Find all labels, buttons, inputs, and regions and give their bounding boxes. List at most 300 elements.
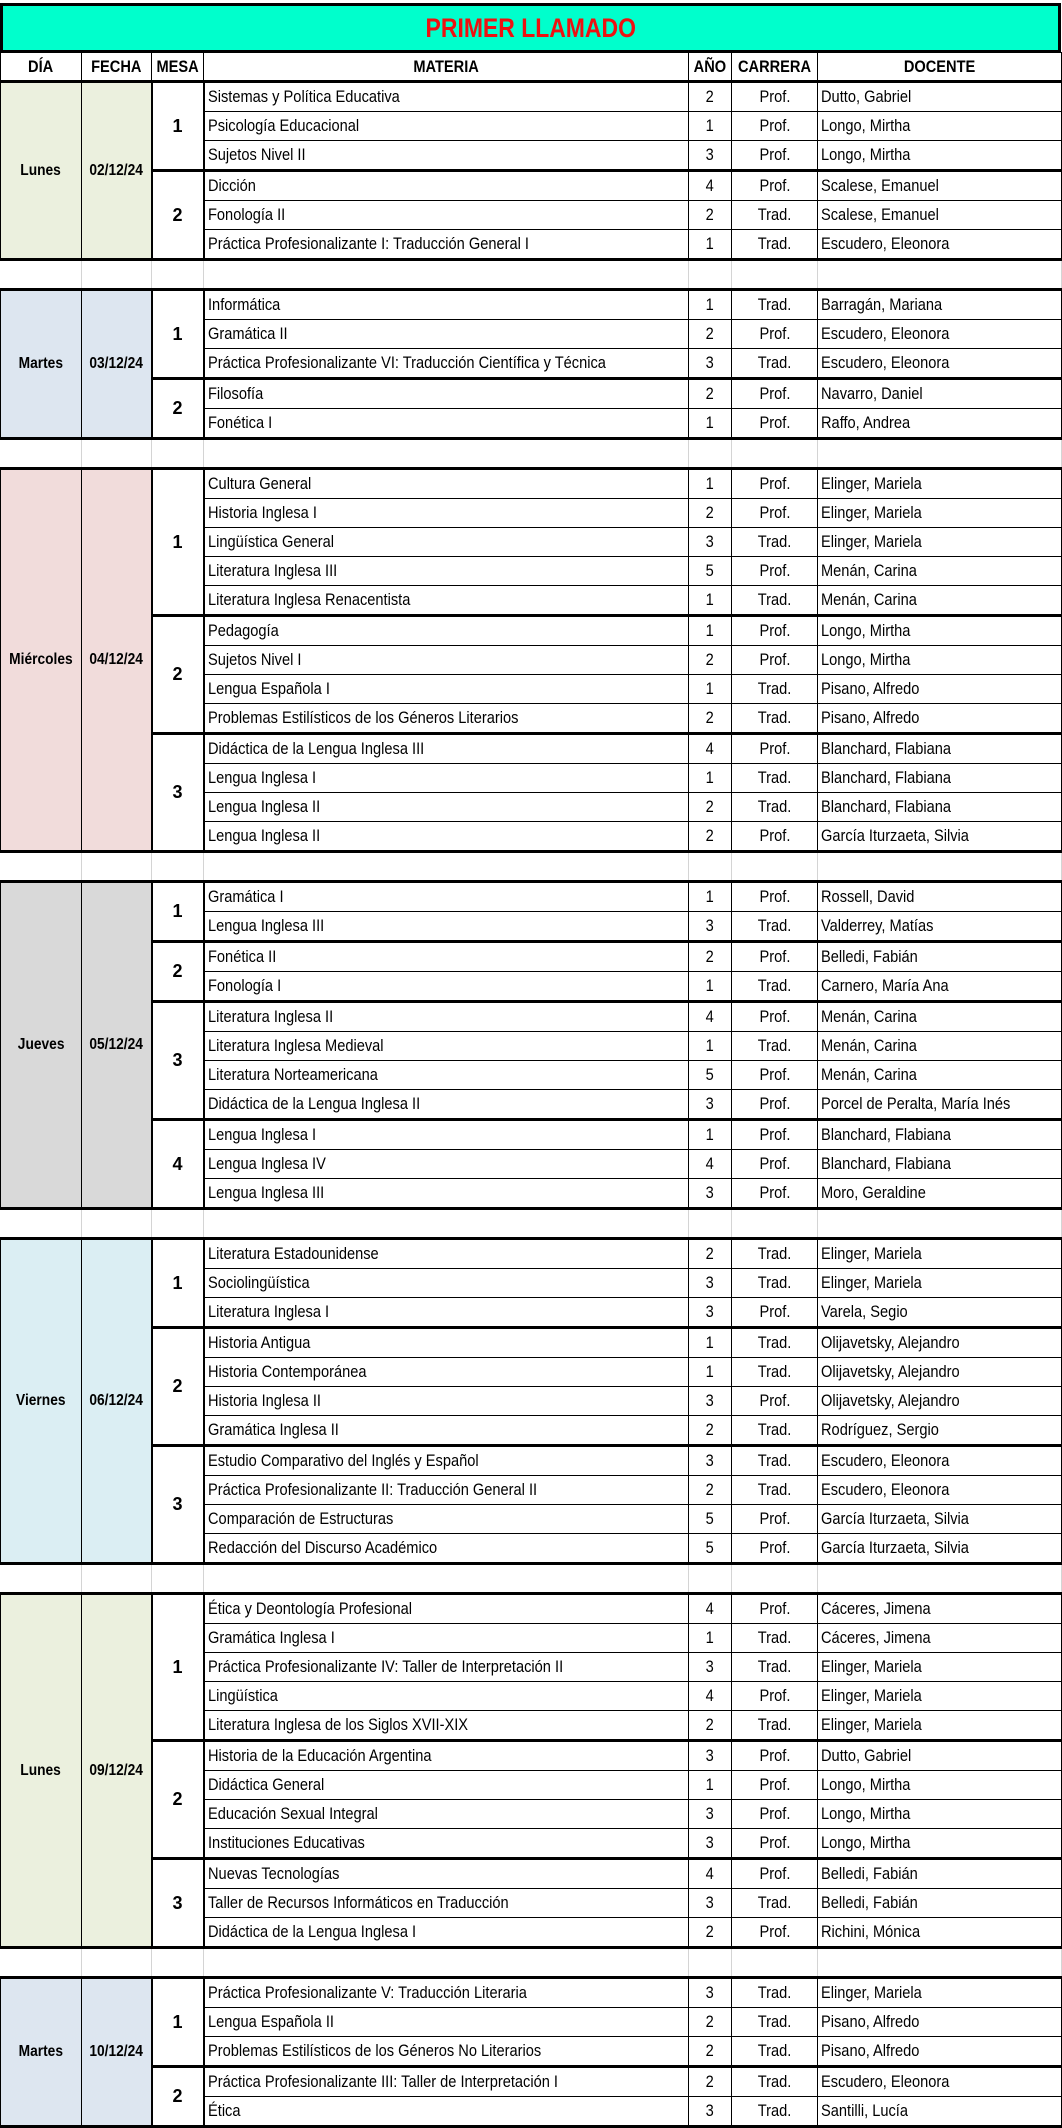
mesa-cell: 3 <box>152 1859 204 1948</box>
mesa-cell: 1 <box>152 290 204 379</box>
materia-cell: Informática <box>204 290 689 320</box>
materia-cell: Comparación de Estructuras <box>204 1505 689 1534</box>
day-cell: Miércoles <box>1 469 82 852</box>
header-mesa: MESA <box>152 53 204 82</box>
ano-cell: 3 <box>689 1090 732 1120</box>
table-row <box>1 734 1062 764</box>
carrera-cell: Trad. <box>732 764 818 793</box>
docente-cell: Porcel de Peralta, María Inés <box>818 1090 1062 1120</box>
materia-cell: Lengua Inglesa III <box>204 912 689 942</box>
date-cell: 06/12/24 <box>82 1239 152 1564</box>
materia-cell: Práctica Profesionalizante II: Traducción General II <box>204 1476 689 1505</box>
docente-cell: Escudero, Eleonora <box>818 230 1062 260</box>
carrera-cell: Prof. <box>732 1298 818 1328</box>
empty-cell <box>1 1209 82 1239</box>
ano-cell: 3 <box>689 1653 732 1682</box>
materia-cell: Educación Sexual Integral <box>204 1800 689 1829</box>
empty-cell <box>204 260 689 290</box>
docente-cell: Moro, Geraldine <box>818 1179 1062 1209</box>
docente-cell: Escudero, Eleonora <box>818 2067 1062 2097</box>
materia-cell: Lengua Inglesa III <box>204 1179 689 1209</box>
mesa-cell: 2 <box>152 2067 204 2127</box>
ano-cell: 1 <box>689 1032 732 1061</box>
empty-cell <box>818 439 1062 469</box>
docente-cell: Belledi, Fabián <box>818 1889 1062 1918</box>
carrera-cell: Trad. <box>732 349 818 379</box>
docente-cell: Carnero, María Ana <box>818 972 1062 1002</box>
date-cell: 05/12/24 <box>82 882 152 1209</box>
carrera-cell: Trad. <box>732 586 818 616</box>
carrera-cell: Prof. <box>732 1918 818 1948</box>
empty-cell <box>732 1209 818 1239</box>
materia-cell: Fonología II <box>204 201 689 230</box>
carrera-cell: Prof. <box>732 1061 818 1090</box>
materia-cell: Gramática Inglesa II <box>204 1416 689 1446</box>
ano-cell: 2 <box>689 201 732 230</box>
materia-cell: Psicología Educacional <box>204 112 689 141</box>
empty-cell <box>82 1948 152 1978</box>
docente-cell: Elinger, Mariela <box>818 528 1062 557</box>
docente-cell: Escudero, Eleonora <box>818 1476 1062 1505</box>
materia-cell: Literatura Inglesa I <box>204 1298 689 1328</box>
materia-cell: Cultura General <box>204 469 689 499</box>
mesa-cell: 2 <box>152 616 204 734</box>
carrera-cell: Prof. <box>732 320 818 349</box>
docente-cell: Santilli, Lucía <box>818 2097 1062 2127</box>
ano-cell: 2 <box>689 2008 732 2037</box>
empty-cell <box>1 852 82 882</box>
materia-cell: Didáctica General <box>204 1771 689 1800</box>
carrera-cell: Prof. <box>732 1741 818 1771</box>
empty-cell <box>732 439 818 469</box>
empty-cell <box>689 1209 732 1239</box>
ano-cell: 3 <box>689 1889 732 1918</box>
carrera-cell: Prof. <box>732 942 818 972</box>
table-row <box>1 1328 1062 1358</box>
date-cell: 09/12/24 <box>82 1594 152 1948</box>
materia-cell: Literatura Norteamericana <box>204 1061 689 1090</box>
docente-cell: García Iturzaeta, Silvia <box>818 822 1062 852</box>
docente-cell: Dutto, Gabriel <box>818 82 1062 112</box>
table-row <box>1 942 1062 972</box>
ano-cell: 2 <box>689 1239 732 1269</box>
docente-cell: Longo, Mirtha <box>818 1800 1062 1829</box>
carrera-cell: Prof. <box>732 1002 818 1032</box>
ano-cell: 1 <box>689 972 732 1002</box>
ano-cell: 2 <box>689 1711 732 1741</box>
materia-cell: Lingüística General <box>204 528 689 557</box>
empty-cell <box>689 1564 732 1594</box>
ano-cell: 1 <box>689 764 732 793</box>
table-row <box>1 1594 1062 1624</box>
schedule-table <box>0 52 1062 2128</box>
materia-cell: Lengua Inglesa II <box>204 822 689 852</box>
carrera-cell: Trad. <box>732 1269 818 1298</box>
ano-cell: 5 <box>689 1061 732 1090</box>
materia-cell: Fonética I <box>204 409 689 439</box>
materia-cell: Didáctica de la Lengua Inglesa III <box>204 734 689 764</box>
ano-cell: 4 <box>689 1682 732 1711</box>
docente-cell: Pisano, Alfredo <box>818 704 1062 734</box>
carrera-cell: Prof. <box>732 1594 818 1624</box>
ano-cell: 1 <box>689 290 732 320</box>
empty-cell <box>818 852 1062 882</box>
mesa-cell: 4 <box>152 1120 204 1209</box>
carrera-cell: Trad. <box>732 2037 818 2067</box>
table-row <box>1 469 1062 499</box>
spacer-row <box>1 1948 1062 1978</box>
table-row <box>1 1446 1062 1476</box>
docente-cell: Longo, Mirtha <box>818 616 1062 646</box>
spacer-row <box>1 260 1062 290</box>
date-cell: 10/12/24 <box>82 1978 152 2127</box>
ano-cell: 4 <box>689 1150 732 1179</box>
empty-cell <box>204 1209 689 1239</box>
materia-cell: Práctica Profesionalizante III: Taller de Interpretación I <box>204 2067 689 2097</box>
docente-cell: Blanchard, Flabiana <box>818 734 1062 764</box>
docente-cell: Longo, Mirtha <box>818 1771 1062 1800</box>
empty-cell <box>689 260 732 290</box>
materia-cell: Lengua Española II <box>204 2008 689 2037</box>
carrera-cell: Trad. <box>732 1624 818 1653</box>
docente-cell: Longo, Mirtha <box>818 646 1062 675</box>
materia-cell: Gramática Inglesa I <box>204 1624 689 1653</box>
docente-cell: Rodríguez, Sergio <box>818 1416 1062 1446</box>
table-row <box>1 1978 1062 2008</box>
day-cell: Lunes <box>1 82 82 260</box>
docente-cell: Richini, Mónica <box>818 1918 1062 1948</box>
materia-cell: Historia Antigua <box>204 1328 689 1358</box>
day-cell: Martes <box>1 290 82 439</box>
materia-cell: Lengua Inglesa I <box>204 1120 689 1150</box>
materia-cell: Fonética II <box>204 942 689 972</box>
docente-cell: Olijavetsky, Alejandro <box>818 1328 1062 1358</box>
carrera-cell: Trad. <box>732 528 818 557</box>
docente-cell: Escudero, Eleonora <box>818 1446 1062 1476</box>
ano-cell: 1 <box>689 409 732 439</box>
carrera-cell: Prof. <box>732 141 818 171</box>
table-row <box>1 171 1062 201</box>
carrera-cell: Trad. <box>732 2097 818 2127</box>
header-carrera: CARRERA <box>732 53 818 82</box>
docente-cell: Escudero, Eleonora <box>818 320 1062 349</box>
page-title: PRIMER LLAMADO <box>425 12 636 43</box>
ano-cell: 1 <box>689 112 732 141</box>
materia-cell: Pedagogía <box>204 616 689 646</box>
mesa-cell: 2 <box>152 171 204 260</box>
empty-cell <box>1 260 82 290</box>
materia-cell: Ética y Deontología Profesional <box>204 1594 689 1624</box>
carrera-cell: Prof. <box>732 499 818 528</box>
materia-cell: Sujetos Nivel II <box>204 141 689 171</box>
carrera-cell: Prof. <box>732 1800 818 1829</box>
ano-cell: 2 <box>689 942 732 972</box>
carrera-cell: Prof. <box>732 409 818 439</box>
ano-cell: 3 <box>689 1800 732 1829</box>
empty-cell <box>204 852 689 882</box>
docente-cell: Escudero, Eleonora <box>818 349 1062 379</box>
carrera-cell: Trad. <box>732 1711 818 1741</box>
ano-cell: 3 <box>689 2097 732 2127</box>
ano-cell: 1 <box>689 616 732 646</box>
carrera-cell: Trad. <box>732 2067 818 2097</box>
materia-cell: Literatura Inglesa de los Siglos XVII-XIX <box>204 1711 689 1741</box>
carrera-cell: Prof. <box>732 734 818 764</box>
materia-cell: Lengua Inglesa I <box>204 764 689 793</box>
ano-cell: 2 <box>689 499 732 528</box>
materia-cell: Redacción del Discurso Académico <box>204 1534 689 1564</box>
ano-cell: 2 <box>689 2037 732 2067</box>
materia-cell: Sujetos Nivel I <box>204 646 689 675</box>
carrera-cell: Trad. <box>732 1653 818 1682</box>
carrera-cell: Prof. <box>732 379 818 409</box>
ano-cell: 3 <box>689 912 732 942</box>
ano-cell: 2 <box>689 646 732 675</box>
empty-cell <box>689 439 732 469</box>
ano-cell: 2 <box>689 2067 732 2097</box>
carrera-cell: Prof. <box>732 469 818 499</box>
materia-cell: Fonología I <box>204 972 689 1002</box>
schedule-body <box>1 82 1062 2127</box>
ano-cell: 3 <box>689 1269 732 1298</box>
docente-cell: Pisano, Alfredo <box>818 2008 1062 2037</box>
docente-cell: Raffo, Andrea <box>818 409 1062 439</box>
ano-cell: 2 <box>689 379 732 409</box>
empty-cell <box>818 260 1062 290</box>
ano-cell: 3 <box>689 141 732 171</box>
day-cell: Jueves <box>1 882 82 1209</box>
ano-cell: 4 <box>689 1002 732 1032</box>
docente-cell: Menán, Carina <box>818 557 1062 586</box>
docente-cell: Elinger, Mariela <box>818 1239 1062 1269</box>
empty-cell <box>152 1948 204 1978</box>
docente-cell: García Iturzaeta, Silvia <box>818 1534 1062 1564</box>
materia-cell: Historia Inglesa II <box>204 1387 689 1416</box>
docente-cell: Cáceres, Jimena <box>818 1594 1062 1624</box>
docente-cell: Elinger, Mariela <box>818 1682 1062 1711</box>
ano-cell: 2 <box>689 1416 732 1446</box>
carrera-cell: Prof. <box>732 1682 818 1711</box>
empty-cell <box>82 1564 152 1594</box>
carrera-cell: Trad. <box>732 1889 818 1918</box>
docente-cell: Blanchard, Flabiana <box>818 1120 1062 1150</box>
ano-cell: 1 <box>689 882 732 912</box>
materia-cell: Ética <box>204 2097 689 2127</box>
ano-cell: 3 <box>689 1829 732 1859</box>
materia-cell: Historia de la Educación Argentina <box>204 1741 689 1771</box>
materia-cell: Lengua Española I <box>204 675 689 704</box>
empty-cell <box>82 852 152 882</box>
carrera-cell: Prof. <box>732 112 818 141</box>
ano-cell: 1 <box>689 1328 732 1358</box>
ano-cell: 1 <box>689 1624 732 1653</box>
docente-cell: Cáceres, Jimena <box>818 1624 1062 1653</box>
spacer-row <box>1 1564 1062 1594</box>
empty-cell <box>82 1209 152 1239</box>
mesa-cell: 3 <box>152 734 204 852</box>
ano-cell: 4 <box>689 734 732 764</box>
materia-cell: Práctica Profesionalizante I: Traducción General I <box>204 230 689 260</box>
materia-cell: Gramática I <box>204 882 689 912</box>
carrera-cell: Trad. <box>732 972 818 1002</box>
header-dia: DÍA <box>1 53 82 82</box>
ano-cell: 1 <box>689 230 732 260</box>
ano-cell: 2 <box>689 1918 732 1948</box>
materia-cell: Literatura Inglesa II <box>204 1002 689 1032</box>
ano-cell: 3 <box>689 1978 732 2008</box>
mesa-cell: 2 <box>152 942 204 1002</box>
docente-cell: García Iturzaeta, Silvia <box>818 1505 1062 1534</box>
header-docente: DOCENTE <box>818 53 1062 82</box>
header-fecha: FECHA <box>82 53 152 82</box>
materia-cell: Práctica Profesionalizante V: Traducción Literaria <box>204 1978 689 2008</box>
docente-cell: Scalese, Emanuel <box>818 201 1062 230</box>
carrera-cell: Trad. <box>732 704 818 734</box>
materia-cell: Literatura Inglesa Medieval <box>204 1032 689 1061</box>
materia-cell: Literatura Estadounidense <box>204 1239 689 1269</box>
materia-cell: Nuevas Tecnologías <box>204 1859 689 1889</box>
carrera-cell: Trad. <box>732 1978 818 2008</box>
day-cell: Lunes <box>1 1594 82 1948</box>
ano-cell: 3 <box>689 1298 732 1328</box>
docente-cell: Longo, Mirtha <box>818 112 1062 141</box>
ano-cell: 1 <box>689 586 732 616</box>
header-row <box>1 53 1062 82</box>
carrera-cell: Prof. <box>732 1387 818 1416</box>
day-cell: Viernes <box>1 1239 82 1564</box>
docente-cell: Longo, Mirtha <box>818 141 1062 171</box>
docente-cell: Elinger, Mariela <box>818 1978 1062 2008</box>
materia-cell: Didáctica de la Lengua Inglesa II <box>204 1090 689 1120</box>
docente-cell: Longo, Mirtha <box>818 1829 1062 1859</box>
exam-schedule-sheet <box>0 3 1061 2128</box>
carrera-cell: Trad. <box>732 1416 818 1446</box>
header-ano: AÑO <box>689 53 732 82</box>
spacer-row <box>1 852 1062 882</box>
date-cell: 04/12/24 <box>82 469 152 852</box>
table-row <box>1 379 1062 409</box>
mesa-cell: 1 <box>152 1594 204 1741</box>
carrera-cell: Trad. <box>732 1239 818 1269</box>
materia-cell: Taller de Recursos Informáticos en Traducción <box>204 1889 689 1918</box>
materia-cell: Práctica Profesionalizante VI: Traducción Científica y Técnica <box>204 349 689 379</box>
docente-cell: Blanchard, Flabiana <box>818 764 1062 793</box>
date-cell: 02/12/24 <box>82 82 152 260</box>
materia-cell: Instituciones Educativas <box>204 1829 689 1859</box>
carrera-cell: Trad. <box>732 793 818 822</box>
mesa-cell: 1 <box>152 882 204 942</box>
carrera-cell: Trad. <box>732 1032 818 1061</box>
materia-cell: Lingüística <box>204 1682 689 1711</box>
docente-cell: Menán, Carina <box>818 1032 1062 1061</box>
materia-cell: Literatura Inglesa III <box>204 557 689 586</box>
day-cell: Martes <box>1 1978 82 2127</box>
docente-cell: Pisano, Alfredo <box>818 2037 1062 2067</box>
carrera-cell: Prof. <box>732 1771 818 1800</box>
ano-cell: 2 <box>689 793 732 822</box>
mesa-cell: 1 <box>152 82 204 171</box>
carrera-cell: Prof. <box>732 1505 818 1534</box>
mesa-cell: 1 <box>152 1239 204 1328</box>
docente-cell: Varela, Segio <box>818 1298 1062 1328</box>
empty-cell <box>689 1948 732 1978</box>
docente-cell: Navarro, Daniel <box>818 379 1062 409</box>
docente-cell: Pisano, Alfredo <box>818 675 1062 704</box>
materia-cell: Lengua Inglesa II <box>204 793 689 822</box>
carrera-cell: Prof. <box>732 646 818 675</box>
empty-cell <box>204 1948 689 1978</box>
mesa-cell: 3 <box>152 1446 204 1564</box>
materia-cell: Práctica Profesionalizante IV: Taller de Interpretación II <box>204 1653 689 1682</box>
mesa-cell: 1 <box>152 469 204 616</box>
ano-cell: 5 <box>689 1534 732 1564</box>
ano-cell: 3 <box>689 1741 732 1771</box>
materia-cell: Problemas Estilísticos de los Géneros Literarios <box>204 704 689 734</box>
docente-cell: Valderrey, Matías <box>818 912 1062 942</box>
empty-cell <box>204 1564 689 1594</box>
empty-cell <box>818 1948 1062 1978</box>
empty-cell <box>1 439 82 469</box>
empty-cell <box>1 1948 82 1978</box>
materia-cell: Dicción <box>204 171 689 201</box>
carrera-cell: Prof. <box>732 82 818 112</box>
ano-cell: 2 <box>689 82 732 112</box>
date-cell: 03/12/24 <box>82 290 152 439</box>
materia-cell: Historia Inglesa I <box>204 499 689 528</box>
ano-cell: 2 <box>689 320 732 349</box>
empty-cell <box>818 1564 1062 1594</box>
carrera-cell: Trad. <box>732 1446 818 1476</box>
carrera-cell: Prof. <box>732 1179 818 1209</box>
table-row <box>1 82 1062 112</box>
carrera-cell: Prof. <box>732 1090 818 1120</box>
ano-cell: 1 <box>689 675 732 704</box>
carrera-cell: Prof. <box>732 557 818 586</box>
ano-cell: 1 <box>689 1771 732 1800</box>
table-row <box>1 1741 1062 1771</box>
docente-cell: Elinger, Mariela <box>818 469 1062 499</box>
materia-cell: Didáctica de la Lengua Inglesa I <box>204 1918 689 1948</box>
docente-cell: Blanchard, Flabiana <box>818 1150 1062 1179</box>
docente-cell: Blanchard, Flabiana <box>818 793 1062 822</box>
carrera-cell: Prof. <box>732 1150 818 1179</box>
materia-cell: Problemas Estilísticos de los Géneros No Literarios <box>204 2037 689 2067</box>
carrera-cell: Trad. <box>732 1358 818 1387</box>
empty-cell <box>82 439 152 469</box>
ano-cell: 2 <box>689 1476 732 1505</box>
table-row <box>1 1239 1062 1269</box>
mesa-cell: 2 <box>152 379 204 439</box>
empty-cell <box>732 1948 818 1978</box>
docente-cell: Elinger, Mariela <box>818 1711 1062 1741</box>
table-row <box>1 2067 1062 2097</box>
carrera-cell: Prof. <box>732 1120 818 1150</box>
docente-cell: Elinger, Mariela <box>818 1269 1062 1298</box>
table-row <box>1 1120 1062 1150</box>
empty-cell <box>732 852 818 882</box>
carrera-cell: Prof. <box>732 882 818 912</box>
docente-cell: Olijavetsky, Alejandro <box>818 1358 1062 1387</box>
spacer-row <box>1 1209 1062 1239</box>
carrera-cell: Prof. <box>732 1829 818 1859</box>
materia-cell: Sociolingüística <box>204 1269 689 1298</box>
materia-cell: Estudio Comparativo del Inglés y Español <box>204 1446 689 1476</box>
carrera-cell: Trad. <box>732 290 818 320</box>
empty-cell <box>1 1564 82 1594</box>
materia-cell: Sistemas y Política Educativa <box>204 82 689 112</box>
header-materia: MATERIA <box>204 53 689 82</box>
carrera-cell: Trad. <box>732 2008 818 2037</box>
